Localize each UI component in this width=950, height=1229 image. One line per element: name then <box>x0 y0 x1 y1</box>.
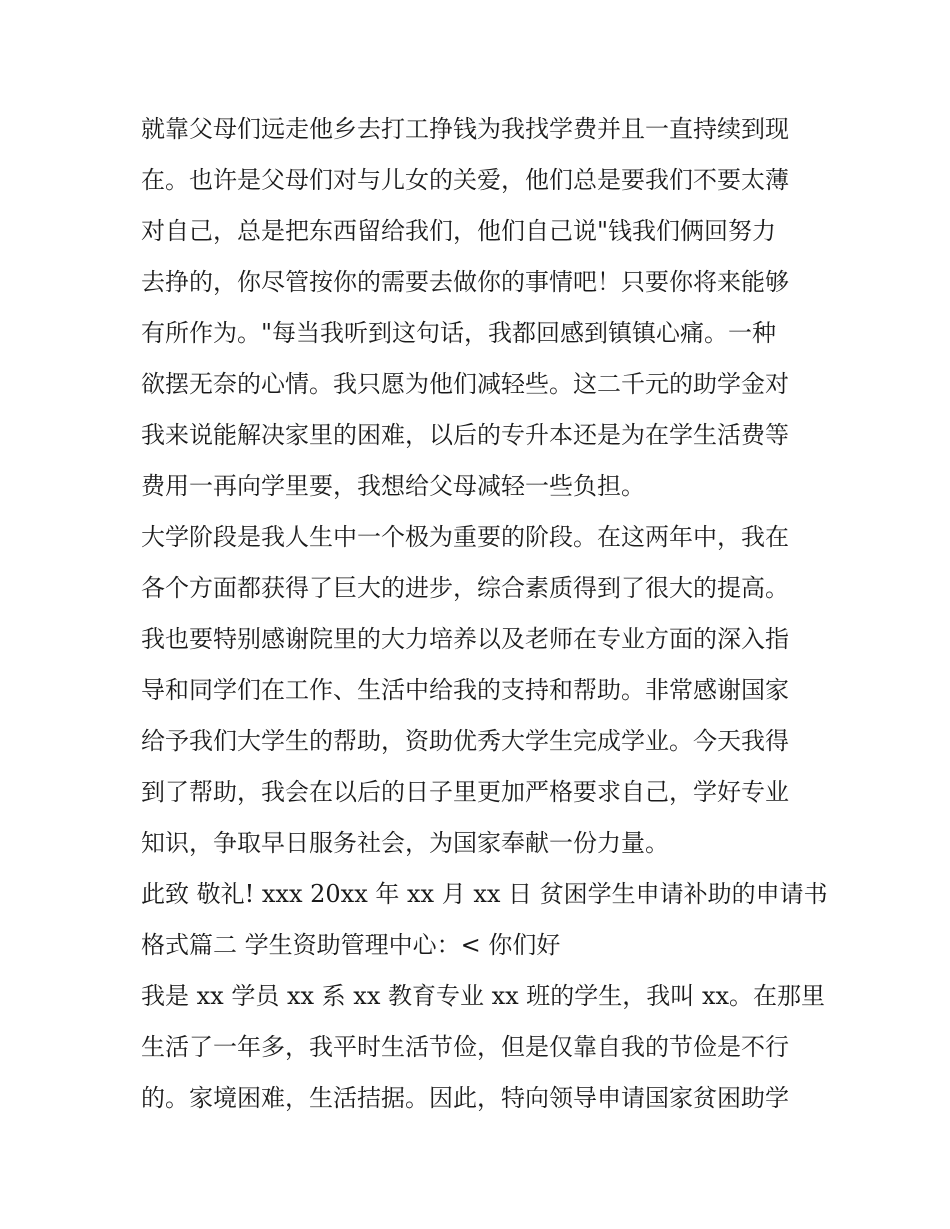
text-line-17: 格式篇二 学生资助管理中心：< 你们好 <box>141 931 561 959</box>
body-text <box>141 104 828 1124</box>
text-line-14: 到了帮助，我会在以后的日子里更加严格要求自己，学好专业 <box>141 778 789 806</box>
text-line-19: 生活了一年多，我平时生活节俭，但是仅靠自我的节俭是不行 <box>141 1033 789 1061</box>
text-line-11: 我也要特别感谢院里的大力培养以及老师在专业方面的深入指 <box>141 625 789 653</box>
text-line-10: 各个方面都获得了巨大的进步，综合素质得到了很大的提高。 <box>141 574 789 602</box>
text-line-6: 欲摆无奈的心情。我只愿为他们减轻些。这二千元的助学金对 <box>141 370 789 398</box>
text-line-8: 费用一再向学里要，我想给父母减轻一些负担。 <box>141 472 645 500</box>
text-line-16: 此致 敬礼! xxx 20xx 年 xx 月 xx 日 贫困学生申请补助的申请书 <box>141 880 828 908</box>
text-line-2: 在。也许是父母们对与儿女的关爱，他们总是要我们不要太薄 <box>141 166 789 194</box>
text-line-18: 我是 xx 学员 xx 系 xx 教育专业 xx 班的学生，我叫 xx。在那里 <box>141 982 826 1010</box>
text-line-3: 对自己，总是把东西留给我们，他们自己说"钱我们俩回努力 <box>141 217 777 245</box>
text-line-12: 导和同学们在工作、生活中给我的支持和帮助。非常感谢国家 <box>141 676 789 704</box>
text-line-4: 去挣的，你尽管按你的需要去做你的事情吧！只要你将来能够 <box>141 268 789 296</box>
text-line-9: 大学阶段是我人生中一个极为重要的阶段。在这两年中，我在 <box>141 523 789 551</box>
text-line-1: 就靠父母们远走他乡去打工挣钱为我找学费并且一直持续到现 <box>141 115 789 143</box>
text-line-13: 给予我们大学生的帮助，资助优秀大学生完成学业。今天我得 <box>141 727 789 755</box>
text-line-5: 有所作为。"每当我听到这句话，我都回感到镇镇心痛。一种 <box>141 319 777 347</box>
text-line-20: 的。家境困难，生活拮据。因此，特向领导申请国家贫困助学 <box>141 1084 789 1112</box>
text-line-7: 我来说能解决家里的困难，以后的专升本还是为在学生活费等 <box>141 421 789 449</box>
text-line-15: 知识，争取早日服务社会，为国家奉献一份力量。 <box>141 829 669 857</box>
